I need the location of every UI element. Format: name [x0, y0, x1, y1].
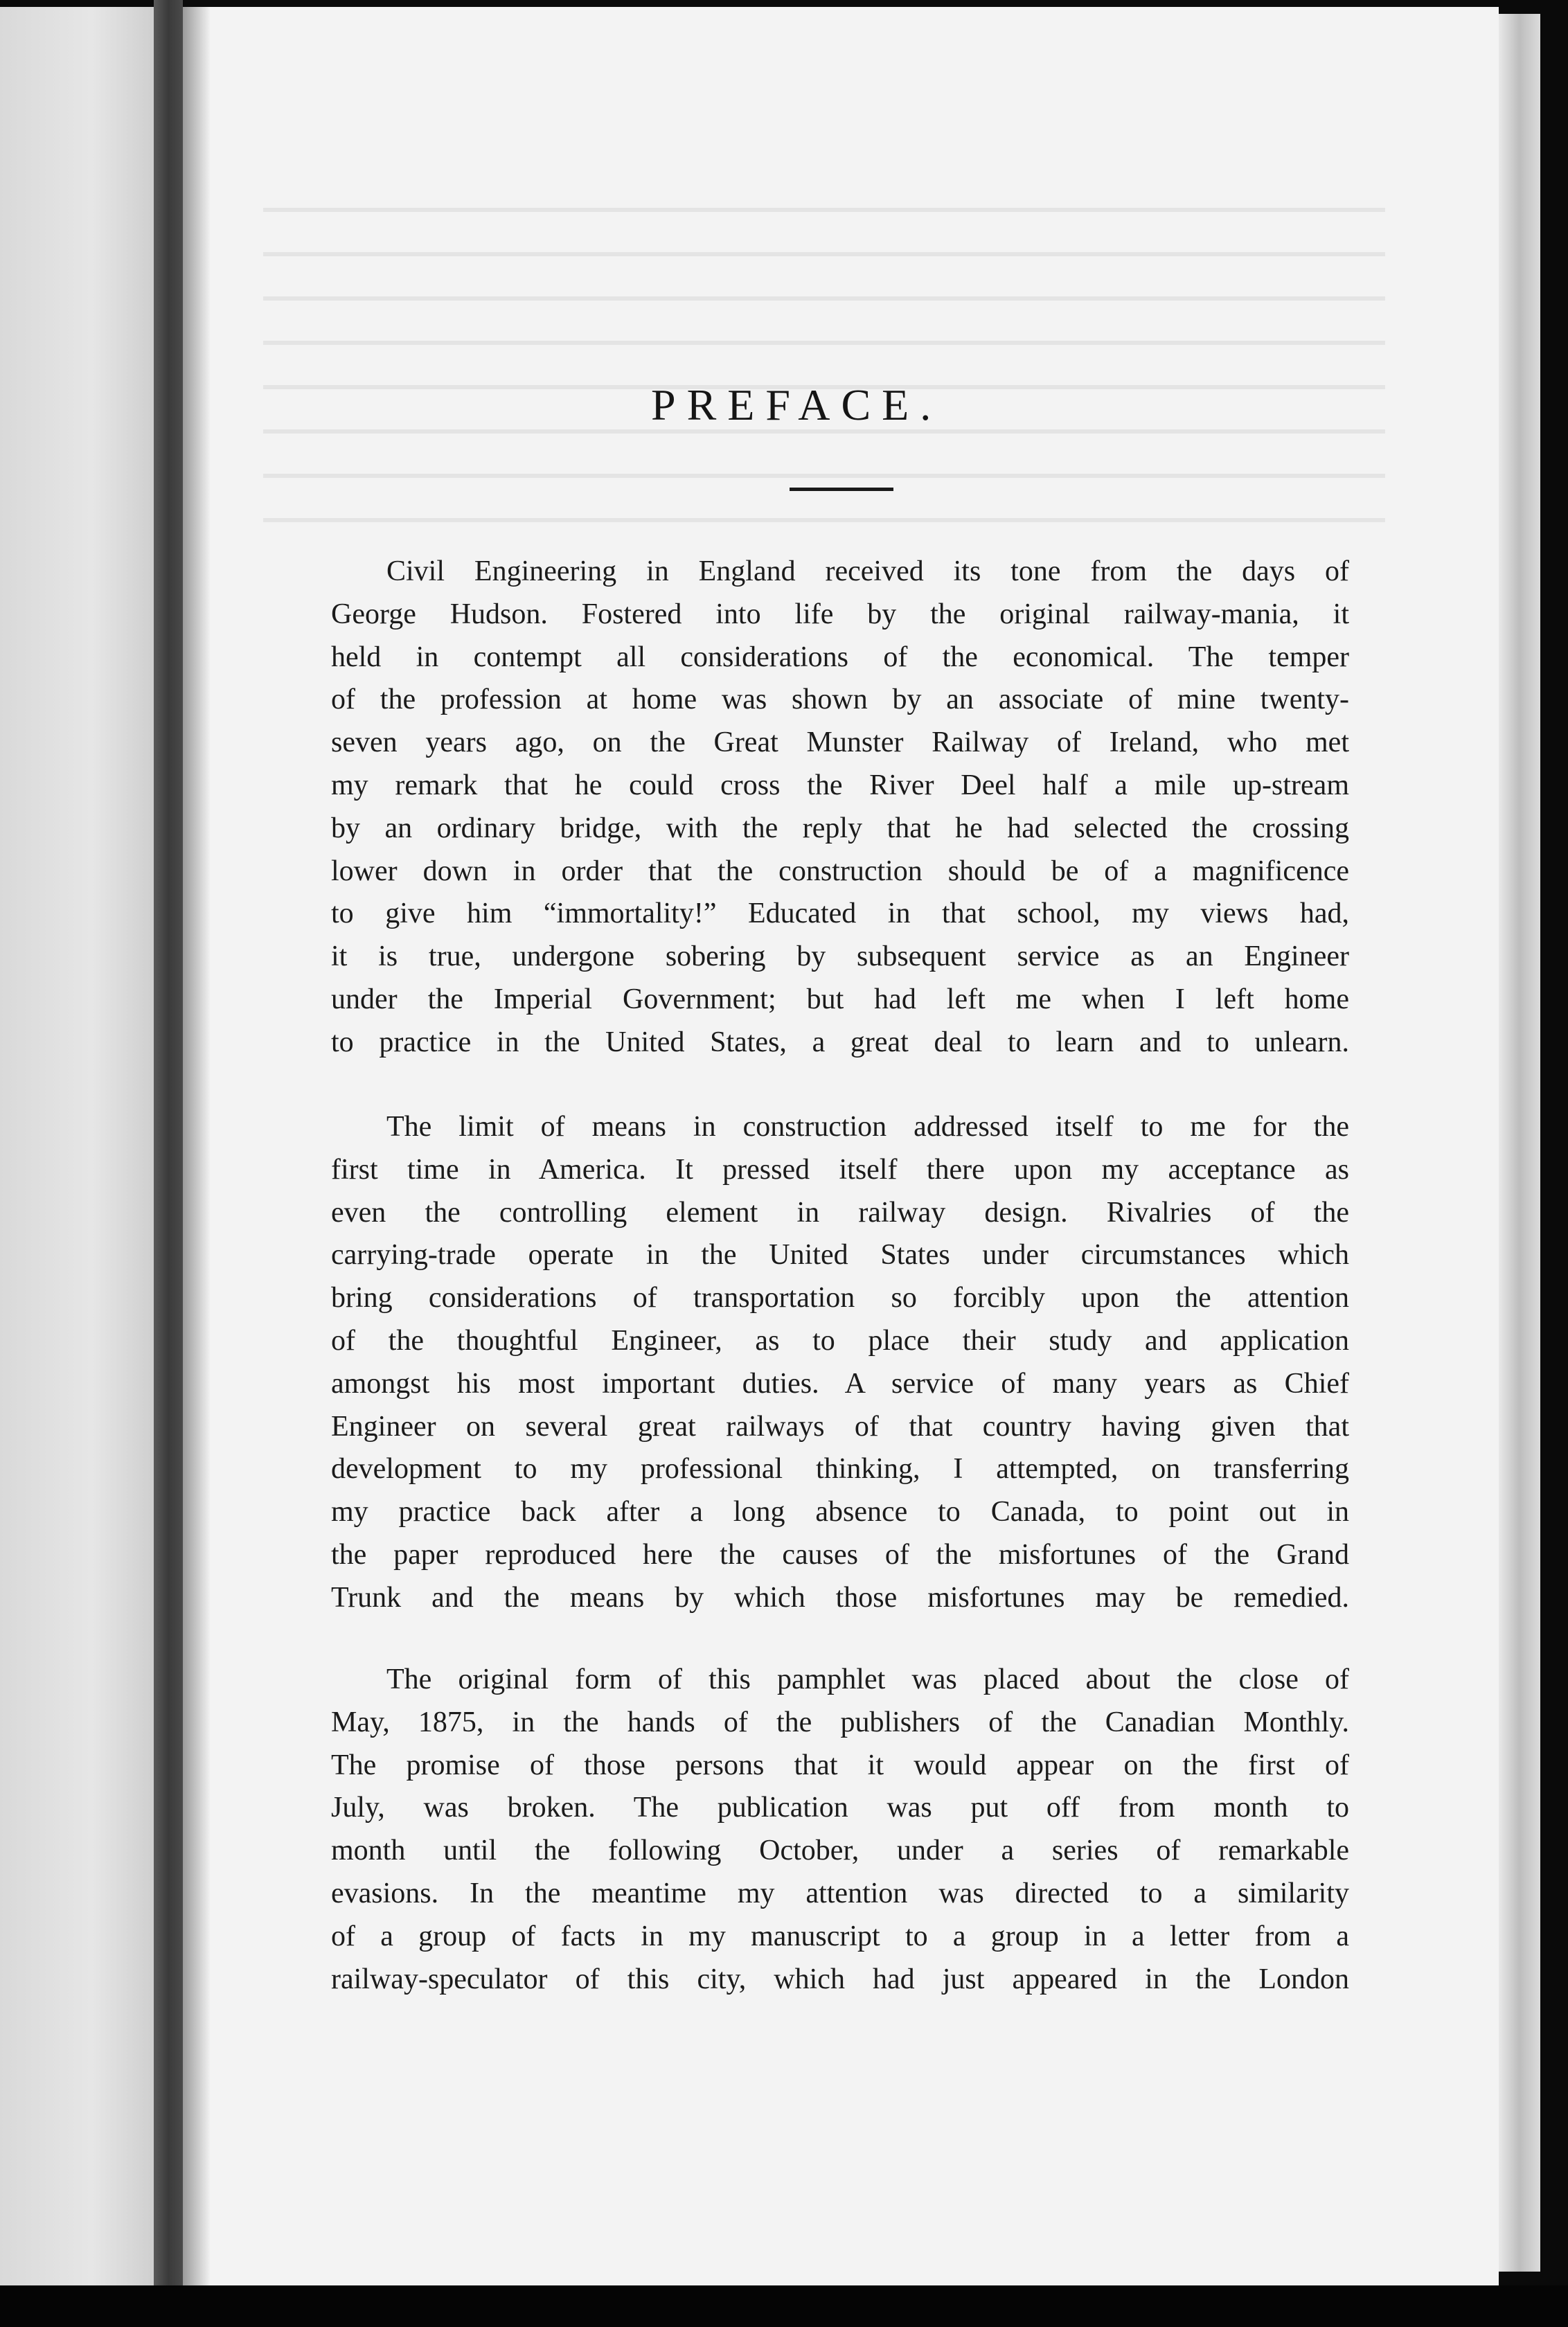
text-line: July, was broken. The publication was put off from month to	[331, 1792, 1349, 1824]
text-line: carrying-trade operate in the United States under circumstances which	[331, 1239, 1349, 1272]
text-line: Engineer on several great railways of that country having given that	[331, 1410, 1349, 1443]
text-line: it is true, undergone sobering by subsequent service as an Engineer	[331, 940, 1349, 973]
text-line: Civil Engineering in England received its tone from the days of	[386, 555, 1349, 587]
text-line: month until the following October, under a series of remarkable	[331, 1835, 1349, 1867]
text-line: to practice in the United States, a great deal to learn and to unlearn.	[331, 1026, 1349, 1058]
previous-page-edge	[0, 7, 154, 2292]
text-line: amongst his most important duties. A service of many years as Chief	[331, 1367, 1349, 1400]
text-line: even the controlling element in railway design. Rivalries of the	[331, 1196, 1349, 1229]
book-binding	[154, 0, 183, 2285]
paragraph	[331, 1106, 1349, 1620]
text-line: to give him “immortality!” Educated in that school, my views had,	[331, 898, 1349, 930]
text-line: railway-speculator of this city, which had just appeared in the London	[331, 1963, 1349, 1995]
text-line: of the thoughtful Engineer, as to place their study and application	[331, 1324, 1349, 1357]
text-line: May, 1875, in the hands of the publishers of the Canadian Monthly.	[331, 1706, 1349, 1738]
paragraph	[331, 551, 1349, 1064]
text-line: development to my professional thinking, I attempted, on transferring	[331, 1453, 1349, 1486]
paragraph	[331, 1659, 1349, 2001]
page-title: PREFACE.	[651, 380, 943, 429]
text-line: under the Imperial Government; but had left me when I left home	[331, 983, 1349, 1015]
text-line: the paper reproduced here the causes of the misfortunes of the Grand	[331, 1538, 1349, 1571]
text-line: of the profession at home was shown by an associate of mine twenty-	[331, 684, 1349, 716]
text-line: held in contempt all considerations of the economical. The temper	[331, 641, 1349, 673]
text-line: seven years ago, on the Great Munster Railway of Ireland, who met	[331, 726, 1349, 759]
text-line: my practice back after a long absence to Canada, to point out in	[331, 1496, 1349, 1528]
text-line: of a group of facts in my manuscript to a group in a letter from a	[331, 1920, 1349, 1952]
text-line: The limit of means in construction addressed itself to me for the	[386, 1111, 1349, 1143]
scan-bottom-border	[0, 2285, 1568, 2327]
page-gutter-shadow	[183, 7, 211, 2285]
text-line: first time in America. It pressed itself there upon my acceptance as	[331, 1153, 1349, 1186]
text-line: The promise of those persons that it would appear on the first of	[331, 1749, 1349, 1781]
text-line: The original form of this pamphlet was placed about the close of	[386, 1664, 1349, 1695]
text-line: lower down in order that the construction should be of a magnificence	[331, 855, 1349, 887]
title-rule	[790, 488, 893, 491]
text-line: Trunk and the means by which those misfortunes may be remedied.	[331, 1581, 1349, 1614]
text-line: bring considerations of transportation so forcibly upon the attention	[331, 1282, 1349, 1314]
text-line: my remark that he could cross the River Deel half a mile up-stream	[331, 769, 1349, 801]
page-fore-edge	[1499, 14, 1540, 2272]
text-line: evasions. In the meantime my attention was directed to a similarity	[331, 1877, 1349, 1909]
text-line: by an ordinary bridge, with the reply that he had selected the crossing	[331, 812, 1349, 844]
text-line: George Hudson. Fostered into life by the original railway-mania, it	[331, 598, 1349, 630]
